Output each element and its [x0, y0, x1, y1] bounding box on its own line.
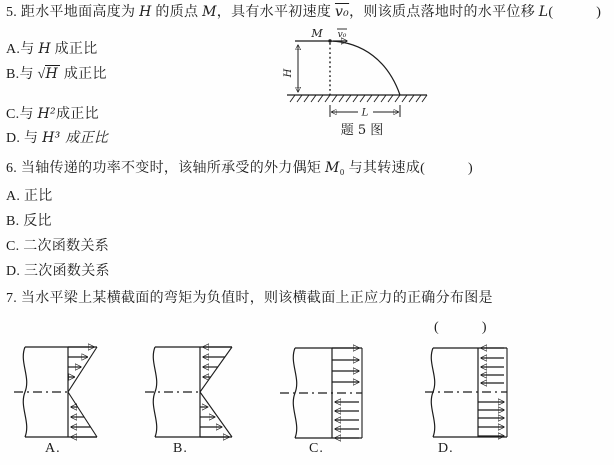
- stress-arrows-bottom-left: [335, 402, 359, 438]
- span-dimension: [330, 105, 400, 119]
- q6-option-b: B. 反比: [6, 214, 52, 229]
- q6-option-a: A. 正比: [6, 189, 53, 204]
- figure-label-d: D.: [438, 441, 454, 456]
- mass-point-label: M: [311, 27, 323, 40]
- figure-label-c: C.: [309, 441, 324, 456]
- stress-arrows-top-left: [481, 348, 504, 383]
- q7-stem: 7. 当水平梁上某横截面的弯矩为负值时，则该横截面上正应力的正确分布图是: [6, 291, 493, 306]
- stress-figure-a: [14, 340, 114, 445]
- trajectory-curve: [330, 41, 400, 95]
- stress-arrows-top-left: [203, 347, 232, 377]
- ground-hatching: [290, 95, 427, 102]
- q5-option-d: D. 与 H³ 成正比: [6, 130, 109, 146]
- q6-option-c: C. 二次函数关系: [6, 239, 110, 254]
- q6-option-d: D. 三次函数关系: [6, 264, 110, 279]
- q6-stem: 6. 当轴传递的功率不变时，该轴所承受的外力偶矩 M₀ 与其转速成( ): [6, 160, 473, 176]
- figure-label-a: A.: [45, 441, 61, 456]
- stress-envelope-top: [68, 347, 97, 392]
- stress-envelope-bottom: [200, 392, 232, 437]
- q5-option-c: C.与 H²成正比: [6, 106, 99, 122]
- stress-figure-d: [425, 340, 520, 445]
- beam-break-wavy-edge: [23, 347, 26, 437]
- stress-figure-b: [145, 340, 245, 445]
- q5-projectile-figure: [283, 26, 433, 141]
- stress-arrows-bottom-right: [478, 402, 504, 436]
- q7-answer-blank: ( ): [434, 320, 487, 335]
- stress-figure-c: [280, 340, 372, 445]
- stress-arrows-top-right: [332, 348, 359, 382]
- figure-caption: 题 5 图: [340, 123, 384, 138]
- q5-option-a: A.与 H 成正比: [6, 41, 98, 57]
- figure-label-b: B.: [173, 441, 188, 456]
- velocity-label: v₀: [337, 30, 347, 40]
- stress-arrows-bottom-left: [71, 407, 97, 437]
- q5-option-b: B.与 √H 成正比: [6, 66, 107, 82]
- stress-envelope-top: [200, 347, 232, 392]
- q5-stem: 5. 距水平地面高度为 H 的质点 M，具有水平初速度 v₀，则该质点落地时的水平位移 L( ): [6, 4, 602, 20]
- span-label: L: [361, 107, 369, 119]
- height-label: H: [283, 68, 294, 78]
- stress-envelope-bottom: [68, 392, 97, 437]
